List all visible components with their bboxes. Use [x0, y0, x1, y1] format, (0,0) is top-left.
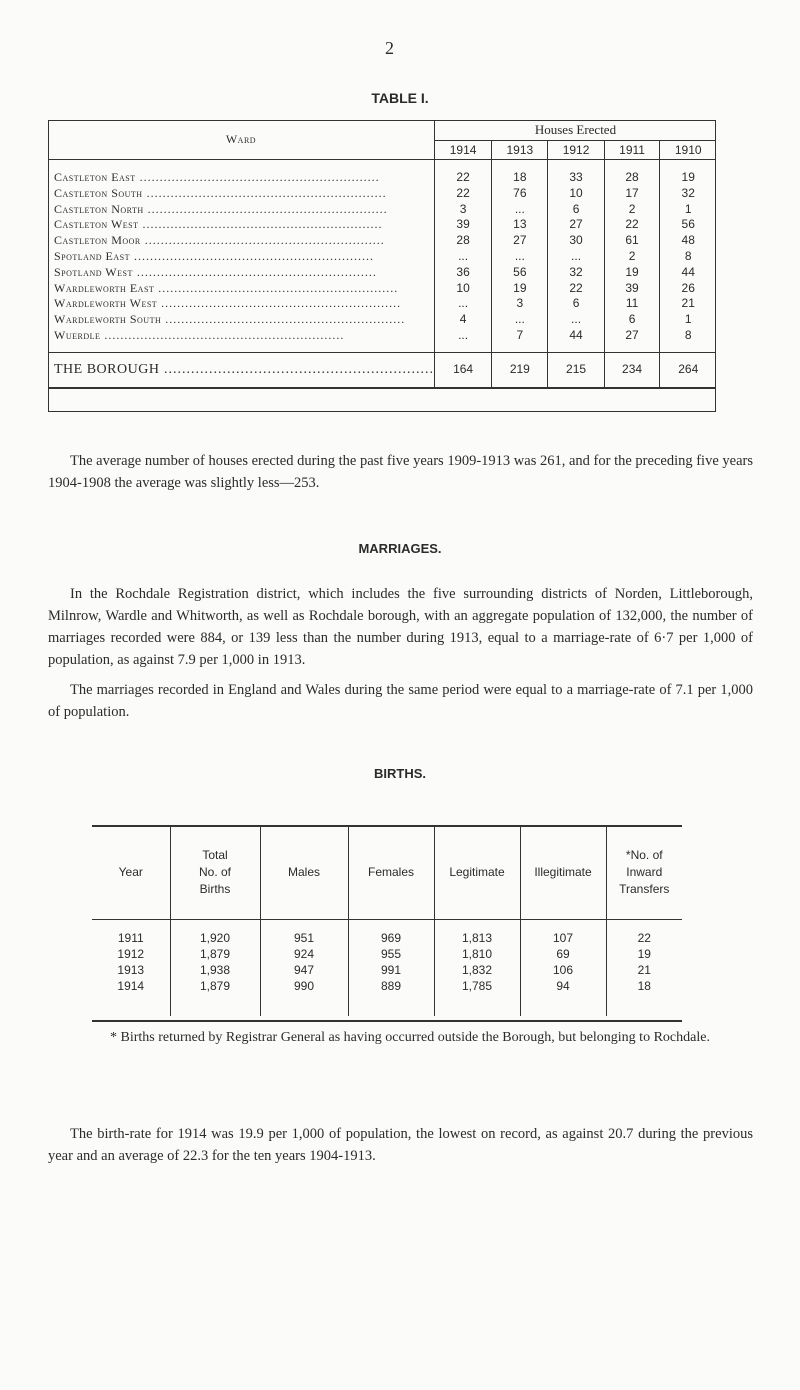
houses-count: 3 — [492, 296, 548, 312]
borough-total-value: 234 — [604, 352, 660, 388]
males-header: Males — [260, 825, 348, 920]
houses-count: 1 — [660, 202, 716, 218]
houses-count: 3 — [434, 202, 491, 218]
marriages-paragraph-1: In the Rochdale Registration district, which includes the five surrounding districts of Norden, Littleborough, Milnrow, Wardle and Whitworth, as well as Rochdale borough, with an aggregate population of 132,000, the number of marriages recorded were 884, or 139 less than the number during 1913, equal to a marriage-rate of 6·7 per 1,000 of population, as against 7.9 per 1,000 in 1913. — [48, 586, 753, 668]
ward-row — [48, 249, 716, 265]
year-header: 1911 — [604, 141, 660, 160]
ward-name: Spotland West ............................................................ — [54, 264, 377, 279]
ward-name: Wardleworth West ............................................................ — [54, 296, 402, 311]
houses-count: 76 — [492, 186, 548, 202]
ward-row — [48, 281, 716, 297]
houses-count: 28 — [434, 233, 491, 249]
births-cell: 889 — [348, 978, 434, 994]
illegitimate-header: Illegitimate — [520, 825, 606, 920]
births-cell: 21 — [606, 962, 682, 978]
footnote: * Births returned by Registrar General as having occurred outside the Borough, but belonging to Rochdale. — [110, 1030, 710, 1045]
borough-total-label: THE BOROUGH ............................................................ — [48, 352, 434, 388]
births-cell: 1913 — [117, 963, 145, 977]
houses-count: 28 — [604, 170, 660, 186]
houses-count: 6 — [604, 312, 660, 328]
houses-count: 18 — [492, 170, 548, 186]
houses-erected-table — [48, 120, 716, 389]
ward-row — [48, 328, 716, 344]
houses-count: 21 — [660, 296, 716, 312]
table-title: TABLE I. — [371, 90, 429, 106]
marriages-paragraph-2: The marriages recorded in England and Wales during the same period were equal to a marriage-rate of 7.1 per 1,000 of population. — [48, 682, 753, 720]
births-cell: 955 — [348, 946, 434, 962]
houses-count: 22 — [434, 170, 491, 186]
houses-count: 27 — [492, 233, 548, 249]
births-cell: 1,938 — [170, 962, 260, 978]
births-cell: 1,813 — [434, 930, 520, 946]
year-header: 1912 — [548, 141, 604, 160]
births-cell: 1,832 — [434, 962, 520, 978]
births-cell: 1,879 — [170, 978, 260, 994]
houses-count: 33 — [548, 170, 604, 186]
births-cell: 18 — [606, 978, 682, 994]
houses-count: 10 — [548, 186, 604, 202]
houses-count: 44 — [548, 328, 604, 344]
houses-count: 19 — [492, 281, 548, 297]
births-cell: 69 — [520, 946, 606, 962]
houses-count: 32 — [548, 265, 604, 281]
borough-total-value: 264 — [660, 352, 716, 388]
ward-name: Wuerdle ............................................................ — [54, 327, 345, 342]
births-cell: 1914 — [117, 979, 145, 993]
births-cell: 107 — [520, 930, 606, 946]
year-column-header: Year — [92, 825, 170, 920]
houses-count: 30 — [548, 233, 604, 249]
houses-count: ... — [434, 296, 491, 312]
ward-row — [48, 312, 716, 328]
year-header: 1914 — [434, 141, 491, 160]
births-cell: 1,920 — [170, 930, 260, 946]
birthrate-paragraph: The birth-rate for 1914 was 19.9 per 1,000 of population, the lowest on record, as against 20.7 during the previous year and an average of 22.3 for the ten years 1904-1913. — [48, 1126, 753, 1164]
ward-name: Castleton East ............................................................ — [54, 170, 380, 184]
births-cell: 969 — [348, 930, 434, 946]
houses-count: 8 — [660, 249, 716, 265]
houses-count: 27 — [604, 328, 660, 344]
births-cell: 947 — [260, 962, 348, 978]
births-cell: 106 — [520, 962, 606, 978]
houses-count: 39 — [434, 217, 491, 233]
borough-total-value: 164 — [434, 352, 491, 388]
page-number: 2 — [385, 38, 394, 58]
births-table — [92, 825, 682, 1016]
houses-count: 4 — [434, 312, 491, 328]
houses-count: 56 — [492, 265, 548, 281]
births-cell: 1,785 — [434, 978, 520, 994]
houses-count: ... — [492, 202, 548, 218]
ward-name: Spotland East ............................................................ — [54, 248, 374, 263]
inward-transfers-header: *No. of Inward Transfers — [606, 825, 682, 920]
marriages-heading: MARRIAGES. — [358, 541, 442, 556]
houses-count: 22 — [434, 186, 491, 202]
houses-count: 48 — [660, 233, 716, 249]
houses-count: 13 — [492, 217, 548, 233]
births-cell: 1,810 — [434, 946, 520, 962]
houses-count: 11 — [604, 296, 660, 312]
ward-name: Castleton Moor ............................................................ — [54, 233, 385, 248]
houses-count: 2 — [604, 202, 660, 218]
houses-count: 39 — [604, 281, 660, 297]
houses-count: 61 — [604, 233, 660, 249]
houses-count: 6 — [548, 202, 604, 218]
borough-total-row — [48, 352, 716, 388]
ward-row — [48, 296, 716, 312]
houses-count: ... — [434, 328, 491, 344]
houses-count: 7 — [492, 328, 548, 344]
births-cell: 1912 — [117, 947, 145, 961]
births-cell: 924 — [260, 946, 348, 962]
year-header: 1910 — [660, 141, 716, 160]
ward-row — [48, 217, 716, 233]
year-header: 1913 — [492, 141, 548, 160]
houses-count: 44 — [660, 265, 716, 281]
ward-name: Wardleworth East ............................................................ — [54, 280, 399, 295]
ward-row — [48, 170, 716, 186]
ward-name: Castleton West ............................................................ — [54, 217, 383, 232]
births-cell: 951 — [260, 930, 348, 946]
houses-erected-header: Houses Erected — [434, 120, 716, 141]
houses-count: 6 — [548, 296, 604, 312]
houses-count: ... — [548, 312, 604, 328]
births-cell: 94 — [520, 978, 606, 994]
houses-count: 22 — [604, 217, 660, 233]
houses-average-paragraph: The average number of houses erected during the past five years 1909-1913 was 261, and for the preceding five years 1904-1908 the average was slightly less—253. — [48, 453, 753, 491]
houses-count: ... — [548, 249, 604, 265]
births-cell: 991 — [348, 962, 434, 978]
ward-row — [48, 202, 716, 218]
births-cell: 1,879 — [170, 946, 260, 962]
ward-header: Ward — [48, 120, 434, 160]
houses-count: 17 — [604, 186, 660, 202]
houses-count: 19 — [660, 170, 716, 186]
houses-count: 32 — [660, 186, 716, 202]
borough-total-value: 219 — [492, 352, 548, 388]
houses-count: 1 — [660, 312, 716, 328]
births-row — [92, 962, 682, 978]
houses-count: 19 — [604, 265, 660, 281]
births-cell: 19 — [606, 946, 682, 962]
houses-count: 22 — [548, 281, 604, 297]
births-cell: 990 — [260, 978, 348, 994]
ward-name: Wardleworth South ............................................................ — [54, 312, 406, 327]
houses-count: 26 — [660, 281, 716, 297]
births-cell: 22 — [606, 930, 682, 946]
borough-total-value: 215 — [548, 352, 604, 388]
houses-count: 8 — [660, 328, 716, 344]
houses-count: 27 — [548, 217, 604, 233]
births-row — [92, 978, 682, 994]
houses-count: 56 — [660, 217, 716, 233]
females-header: Females — [348, 825, 434, 920]
houses-count: ... — [434, 249, 491, 265]
ward-row — [48, 233, 716, 249]
houses-count: 2 — [604, 249, 660, 265]
houses-count: 10 — [434, 281, 491, 297]
houses-count: 36 — [434, 265, 491, 281]
ward-row — [48, 265, 716, 281]
ward-name: Castleton South ............................................................ — [54, 185, 387, 200]
births-cell: 1911 — [117, 931, 144, 945]
legitimate-header: Legitimate — [434, 825, 520, 920]
ward-row — [48, 186, 716, 202]
births-heading: BIRTHS. — [374, 766, 426, 781]
houses-count: ... — [492, 312, 548, 328]
total-births-header: Total No. of Births — [170, 825, 260, 920]
births-row — [92, 930, 682, 946]
houses-count: ... — [492, 249, 548, 265]
births-row — [92, 946, 682, 962]
ward-name: Castleton North ............................................................ — [54, 201, 388, 216]
